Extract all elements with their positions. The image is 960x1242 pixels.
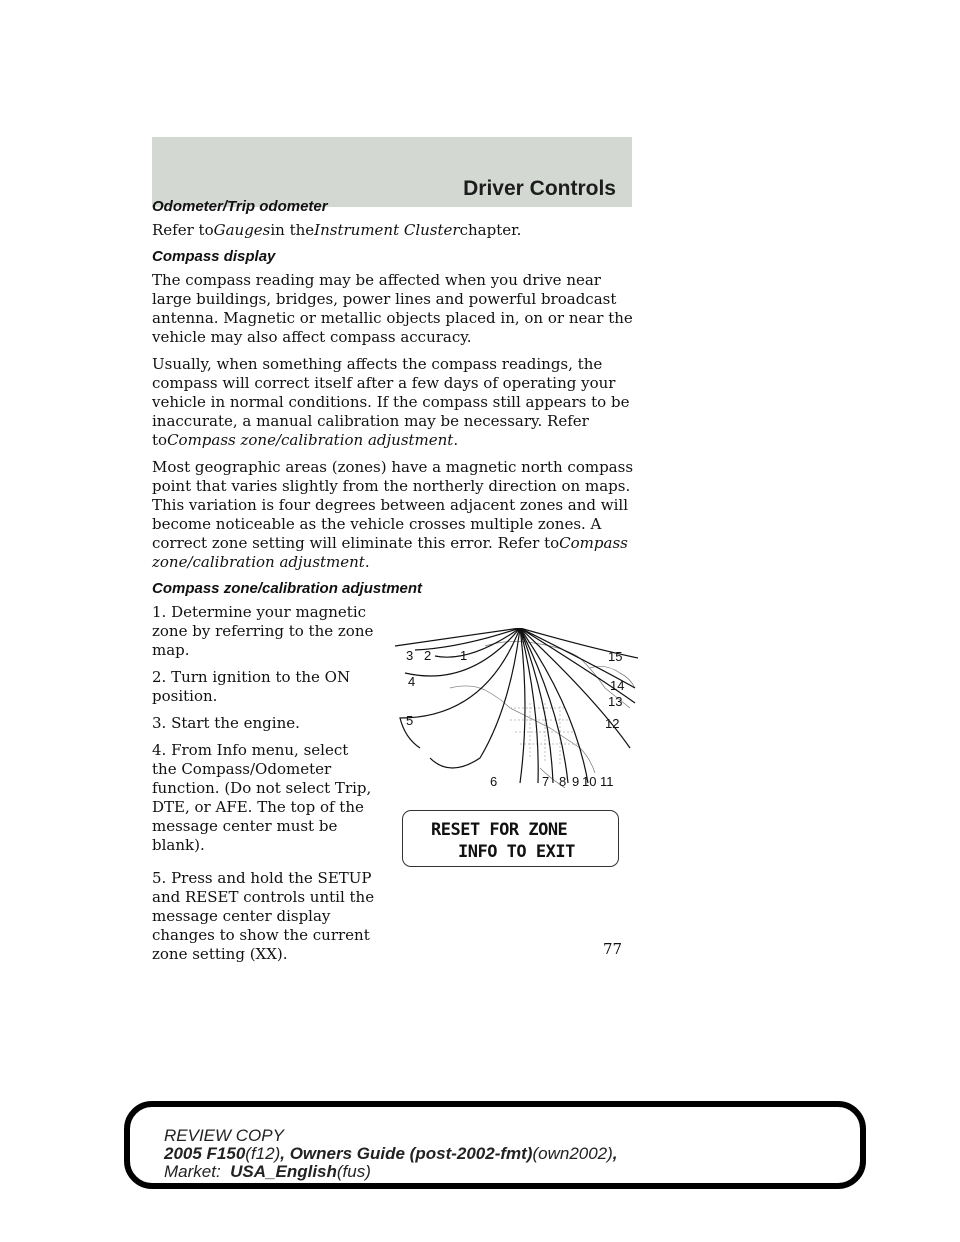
section-title: Driver Controls <box>463 177 616 200</box>
zone-label-1: 1 <box>460 648 468 663</box>
display-line-1: RESET FOR ZONE <box>431 820 568 840</box>
zone-label-9: 9 <box>572 774 580 789</box>
zone-labels <box>406 648 624 789</box>
zone-label-13: 13 <box>608 694 623 709</box>
zone-label-4: 4 <box>408 674 416 689</box>
display-line-2: INFO TO EXIT <box>458 842 575 862</box>
step-2: 2. Turn ignition to the ON position. <box>152 668 351 705</box>
footer-guide-code: (own2002) <box>532 1144 613 1163</box>
footer-market-label: Market: <box>164 1162 221 1181</box>
zone-label-8: 8 <box>559 774 567 789</box>
step-3: 3. Start the engine. <box>152 714 300 732</box>
zone-label-14: 14 <box>610 678 625 693</box>
text: chapter. <box>459 221 522 239</box>
zone-label-11: 11 <box>600 774 614 789</box>
ref-instrument-cluster: Instrument Cluster <box>314 221 460 239</box>
zone-label-6: 6 <box>490 774 498 789</box>
paragraph-compass-2 <box>152 355 637 450</box>
steps-list <box>152 603 377 972</box>
heading-calibration: Compass zone/calibration adjustment <box>152 580 423 597</box>
paragraph-compass-1: The compass reading may be affected when you drive near large buildings, bridges, power lines and powerful broadcast antenna. Magnetic or metallic objects placed in, on or near the vehicle may also affect compass accuracy. <box>152 271 633 346</box>
message-center-display <box>402 810 619 867</box>
zone-label-10: 10 <box>582 774 597 789</box>
paragraph-compass-3 <box>152 458 637 572</box>
footer-market-code: (fus) <box>336 1162 371 1181</box>
footer-comma: , <box>612 1144 618 1163</box>
ref-calibration: Compass zone/calibration adjustment <box>152 534 628 571</box>
page-number: 77 <box>603 940 623 958</box>
footer-review-copy: REVIEW COPY <box>164 1126 284 1145</box>
ref-gauges: Gauges <box>213 221 271 239</box>
footer-market: USA_English <box>230 1162 337 1181</box>
zone-lines <box>395 628 638 783</box>
footer-text <box>164 1127 618 1181</box>
footer-model: 2005 F150 <box>164 1144 246 1163</box>
footer-model-code: (f12) <box>245 1144 281 1163</box>
text: Usually, when something affects the compass readings, the compass will correct itself after a few days of operating your vehicle in normal conditions. If the compass still appears to be inaccurate, a manual calibration may be necessary. Refer to <box>152 355 630 449</box>
text: . <box>453 431 459 449</box>
step-5: 5. Press and hold the SETUP and RESET controls until the message center display changes to show the current zone setting (XX). <box>152 869 375 963</box>
text: in the <box>270 221 315 239</box>
zone-label-15: 15 <box>608 649 623 664</box>
footer-guide: , Owners Guide (post-2002-fmt) <box>280 1144 533 1163</box>
text: Refer to <box>152 221 214 239</box>
zone-map <box>390 628 640 793</box>
heading-odometer: Odometer/Trip odometer <box>152 198 328 215</box>
zone-label-12: 12 <box>605 716 620 731</box>
zone-label-2: 2 <box>424 648 432 663</box>
footer-line-2 <box>164 1145 618 1163</box>
text: Most geographic areas (zones) have a magnetic north compass point that varies slightly from the northerly direction on maps. This variation is four degrees between adjacent zones and will become noticeable as the vehicle crosses multiple zones. A correct zone setting will eliminate this error. Refer to <box>152 458 634 552</box>
heading-compass-display: Compass display <box>152 248 276 265</box>
paragraph-odometer <box>152 221 637 240</box>
footer-line-3 <box>164 1163 618 1181</box>
step-1: 1. Determine your magnetic zone by referring to the zone map. <box>152 603 374 659</box>
step-4: 4. From Info menu, select the Compass/Odometer function. (Do not select Trip, DTE, or AFE. The top of the message center must be blank). <box>152 741 372 854</box>
header-band <box>152 137 632 207</box>
zone-label-3: 3 <box>406 648 414 663</box>
text: . <box>364 553 370 571</box>
zone-label-7: 7 <box>542 774 550 789</box>
ref-calibration: Compass zone/calibration adjustment <box>167 431 454 449</box>
zone-label-5: 5 <box>406 713 414 728</box>
